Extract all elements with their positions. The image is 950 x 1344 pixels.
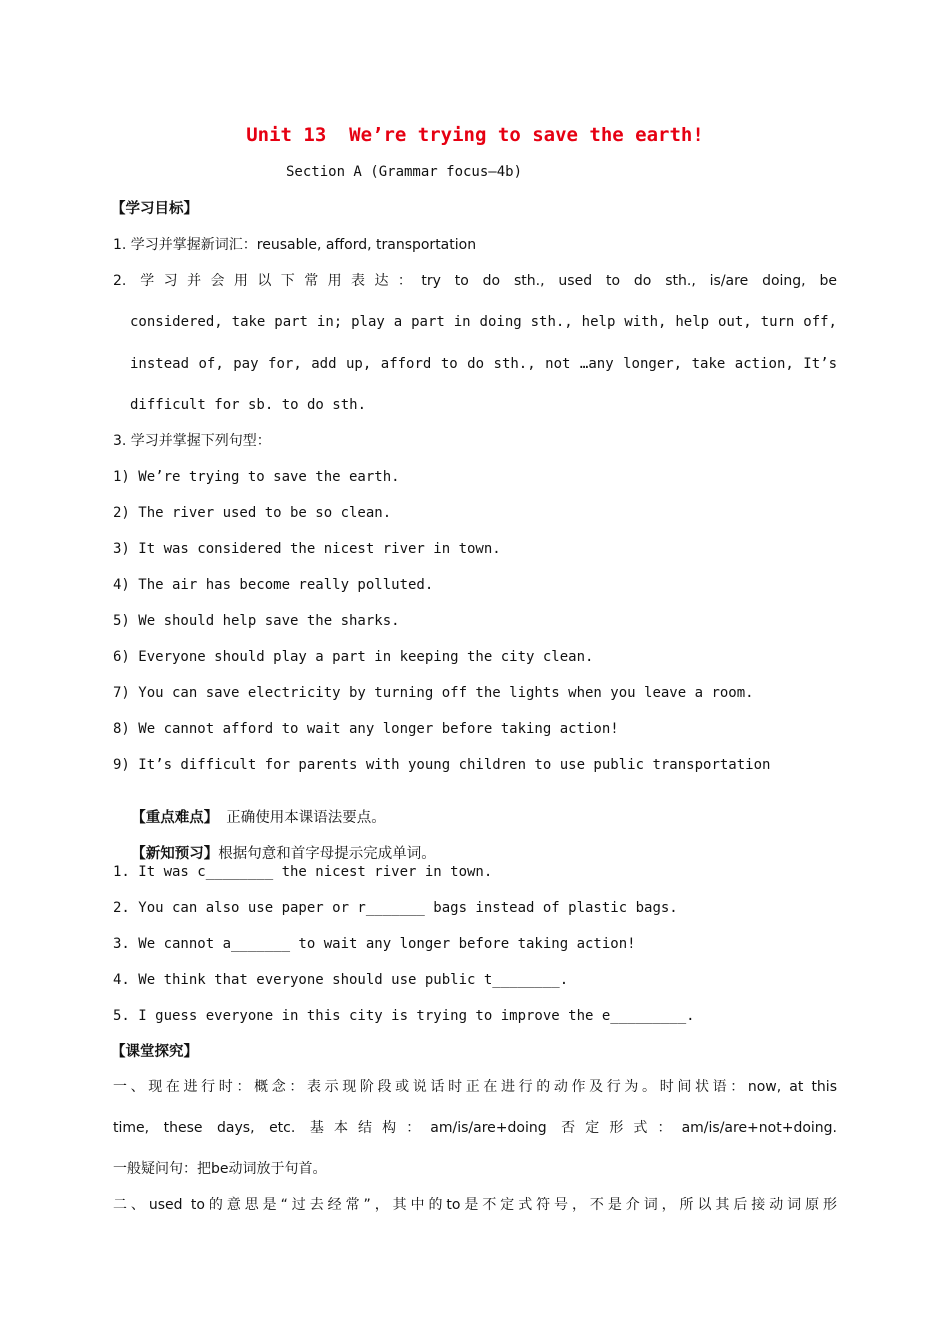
sentence-item: 8) We cannot afford to wait any longer before taking action! [113,721,619,737]
explore-p1-line-2: time, these days, etc. 基本结构：am/is/are+doing 否定形式：am/is/are+not+doing. [113,1120,837,1136]
goal-item-2-line-1: 2. 学习并会用以下常用表达：try to do sth., used to do sth., is/are doing, be [113,273,837,289]
preview-item: 5. I guess everyone in this city is trying to improve the e_________. [113,1008,695,1024]
sentence-item: 6) Everyone should play a part in keeping the city clean. [113,649,594,665]
preview-item: 4. We think that everyone should use public t________. [113,972,569,988]
preview-instruction: 根据句意和首字母提示完成单词。 [218,846,436,862]
sentence-item: 4) The air has become really polluted. [113,577,434,593]
key-points-text: 正确使用本课语法要点。 [226,810,386,826]
goals-heading: 【学习目标】 [111,201,198,217]
sentence-item: 1) We’re trying to save the earth. [113,469,400,485]
explore-p2-line-1: 二、used to的意思是“过去经常”，其中的to是不定式符号，不是介词，所以其后接动词原形 [113,1197,837,1213]
sentence-item: 5) We should help save the sharks. [113,613,400,629]
sentence-item: 7) You can save electricity by turning off the lights when you leave a room. [113,685,754,701]
key-points-heading: 【重点难点】 [131,810,219,826]
goal-item-3: 3. 学习并掌握下列句型： [113,433,271,449]
preview-item: 3. We cannot a_______ to wait any longer before taking action! [113,936,636,952]
preview-item: 1. It was c________ the nicest river in town. [113,864,493,880]
goal-item-2-line-4: difficult for sb. to do sth. [130,397,367,413]
preview-item: 2. You can also use paper or r_______ bags instead of plastic bags. [113,900,678,916]
sentence-item: 9) It’s difficult for parents with young children to use public transportation [113,757,771,773]
explore-p1-line-1: 一、现在进行时：概念：表示现阶段或说话时正在进行的动作及行为。时间状语：now, at this [113,1079,837,1095]
explore-p1-line-3: 一般疑问句：把be动词放于句首。 [113,1161,327,1177]
goal-item-2-line-3: instead of, pay for, add up, afford to do sth., not …any longer, take action, It’s [130,356,837,372]
document-title: Unit 13 We’re trying to save the earth! [246,124,704,146]
section-subtitle: Section A (Grammar focus—4b) [286,164,523,180]
goal-item-2-line-2: considered, take part in; play a part in doing sth., help with, help out, turn off, [130,314,837,330]
sentence-item: 3) It was considered the nicest river in town. [113,541,501,557]
goal-item-1: 1. 学习并掌握新词汇：reusable, afford, transportation [113,237,477,253]
explore-heading: 【课堂探究】 [111,1044,198,1060]
preview-heading: 【新知预习】 [131,846,219,862]
sentence-item: 2) The river used to be so clean. [113,505,392,521]
